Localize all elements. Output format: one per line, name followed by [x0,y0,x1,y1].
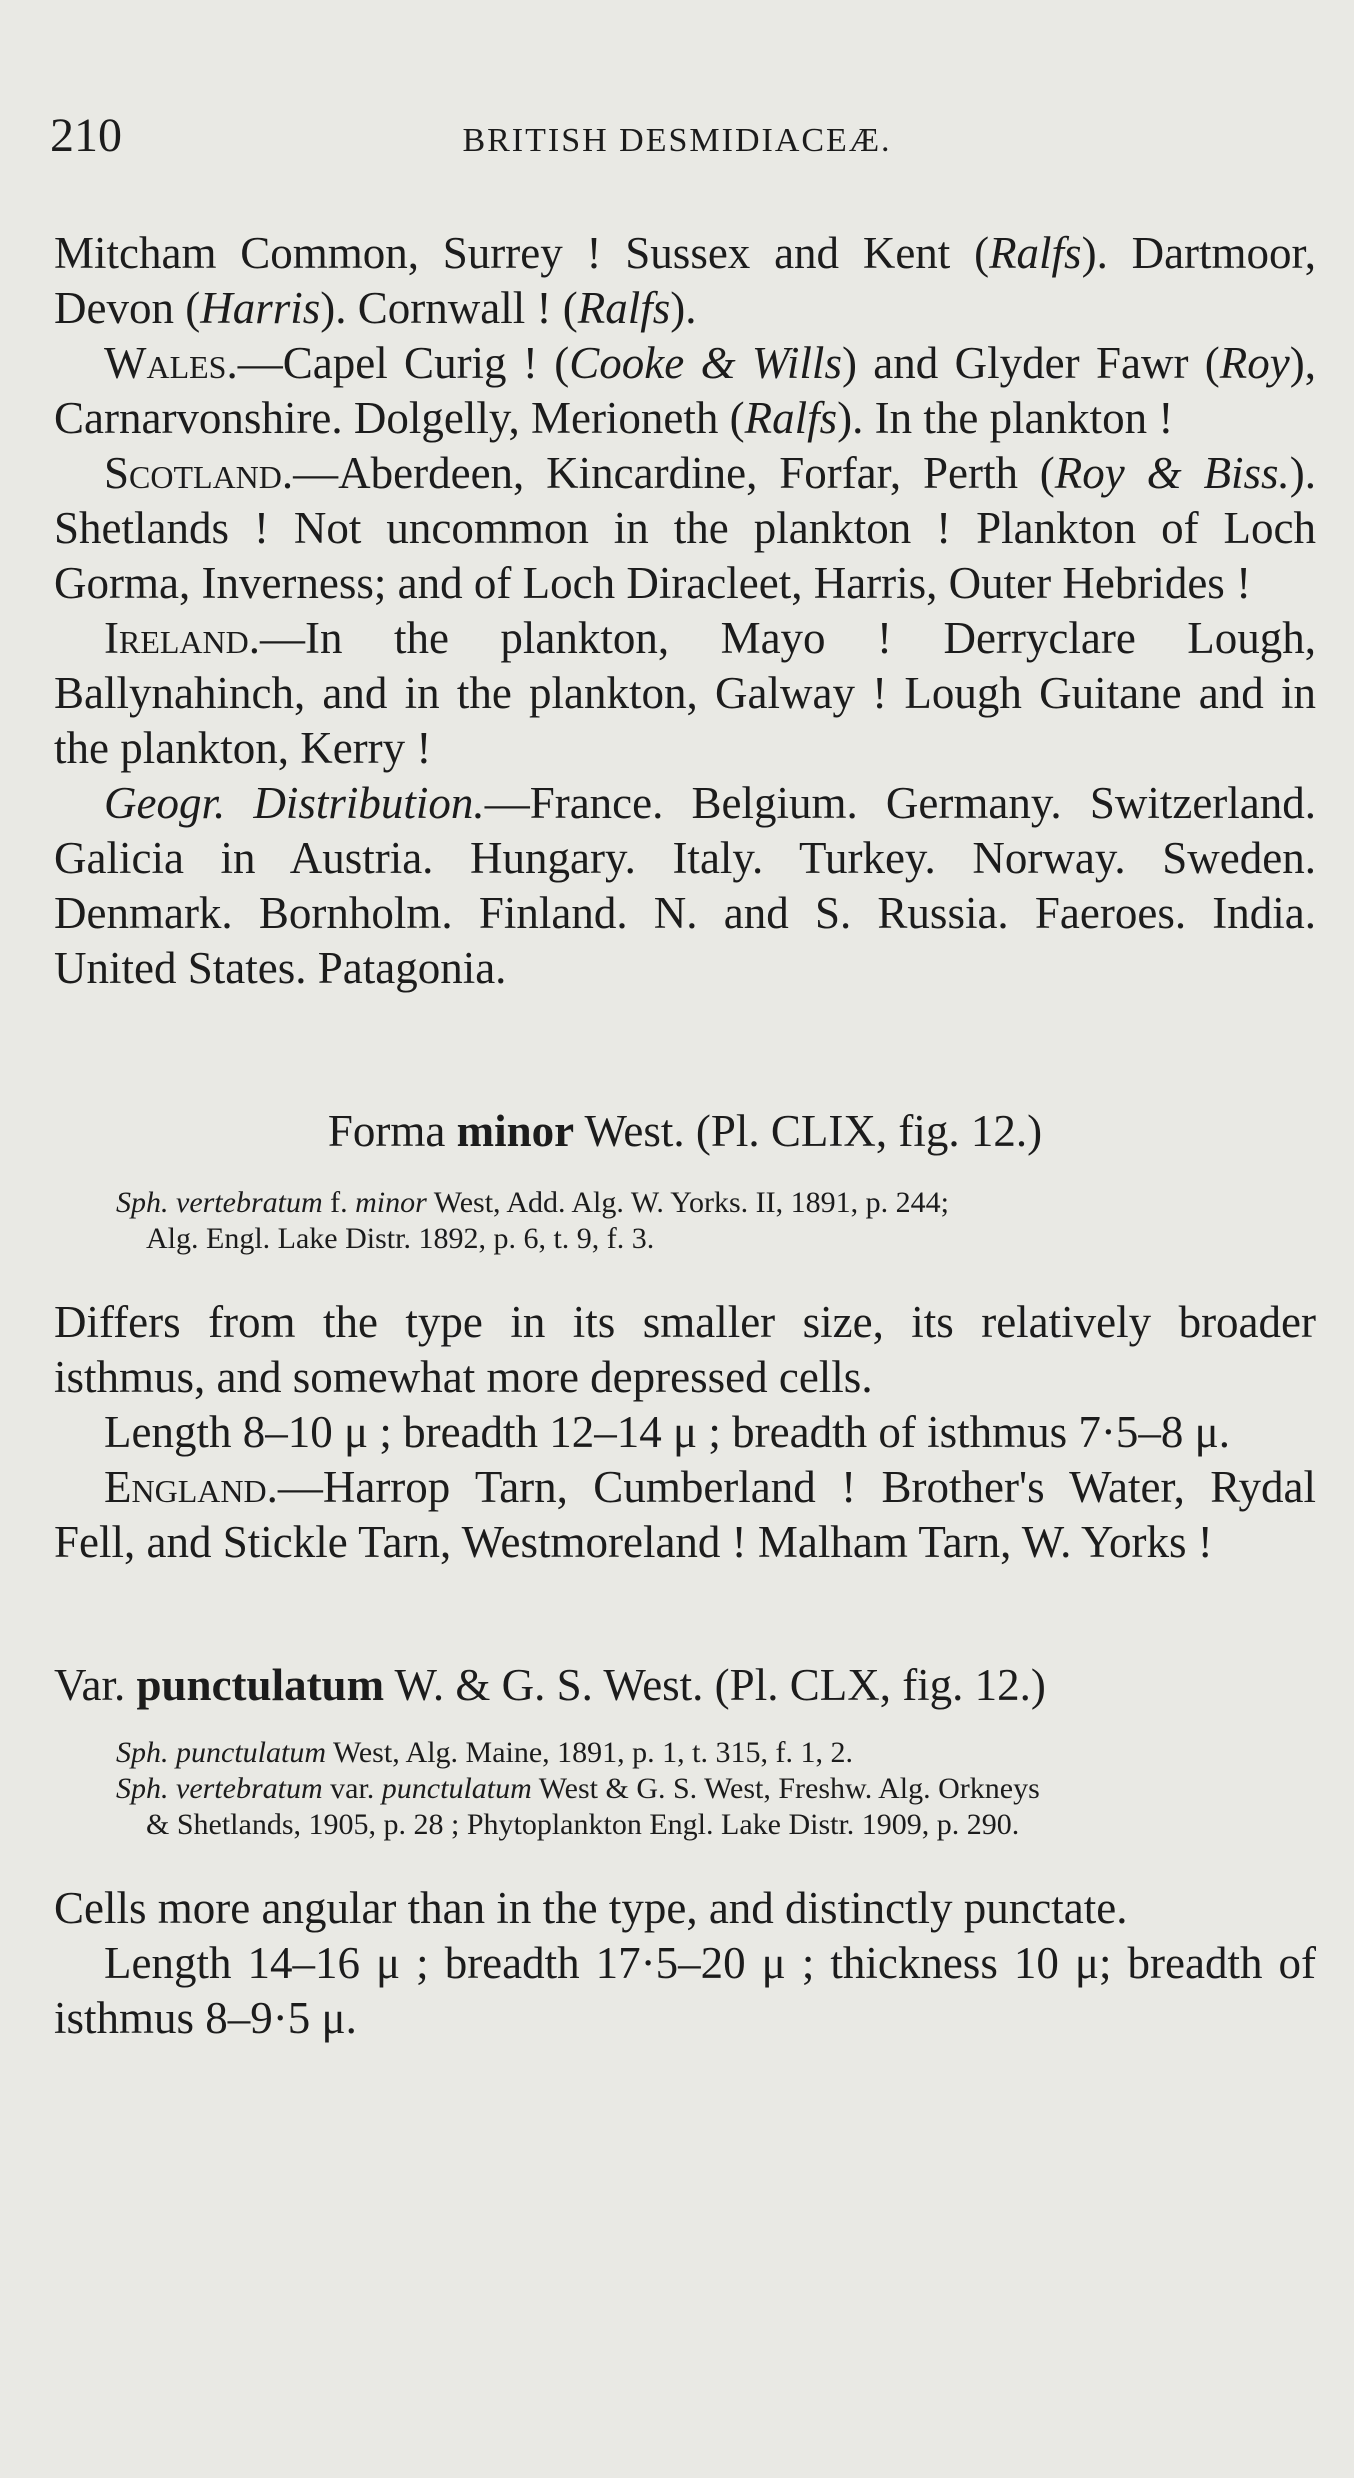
page-header [50,108,1304,178]
page-number: 210 [50,109,122,162]
forma-minor-england: England.—Harrop Tarn, Cumberland ! Brother's Water, Rydal Fell, and Stickle Tarn, Westmoreland ! Malham Tarn, W. Yorks ! [54,1462,1316,1567]
var-punctulatum-citations: Sph. punctulatum West, Alg. Maine, 1891, p. 1, t. 315, f. 1, 2. Sph. vertebratum var. punctulatum West & G. S. West, Freshw. Alg. Orkneys & Shetlands, 1905, p. 28 ; Phytoplankton Engl. Lake Distr. 1909, p. 290. [116,1736,1040,1841]
paragraph-england-localities: Mitcham Common, Surrey ! Sussex and Kent (Ralfs). Dartmoor, Devon (Harris). Cornwall ! (Ralfs). [54,228,1316,333]
running-title: BRITISH DESMIDIACEÆ. [462,122,892,159]
var-punctulatum-measurements: Length 14–16 μ ; breadth 17·5–20 μ ; thickness 10 μ; breadth of isthmus 8–9·5 μ. [54,1938,1316,2043]
forma-minor-citation: Sph. vertebratum f. minor West, Add. Alg. W. Yorks. II, 1891, p. 244; Alg. Engl. Lake Distr. 1892, p. 6, t. 9, f. 3. [116,1186,949,1255]
forma-minor-description: Differs from the type in its smaller size, its relatively broader isthmus, and somewhat more depressed cells. [54,1297,1316,1402]
paragraph-wales: Wales.—Capel Curig ! (Cooke & Wills) and Glyder Fawr (Roy), Carnarvonshire. Dolgelly, Merioneth (Ralfs). In the plankton ! [54,338,1316,443]
var-punctulatum-heading: Var. punctulatum W. & G. S. West. (Pl. CLX, fig. 12.) [54,1660,1046,1710]
var-punctulatum-description: Cells more angular than in the type, and distinctly punctate. [54,1883,1128,1933]
forma-minor-measurements: Length 8–10 μ ; breadth 12–14 μ ; breadth of isthmus 7·5–8 μ. [104,1407,1230,1457]
paragraph-scotland: Scotland.—Aberdeen, Kincardine, Forfar, Perth (Roy & Biss.). Shetlands ! Not uncommon in the plankton ! Plankton of Loch Gorma, Inverness; and of Loch Diracleet, Harris, Outer Hebrides ! [54,448,1316,608]
paragraph-ireland: Ireland.—In the plankton, Mayo ! Derryclare Lough, Ballynahinch, and in the plankton, Galway ! Lough Guitane and in the plankton, Kerry ! [54,613,1316,773]
paragraph-geographic-distribution: Geogr. Distribution.—France. Belgium. Germany. Switzerland. Galicia in Austria. Hungary. Italy. Turkey. Norway. Sweden. Denmark. Bornholm. Finland. N. and S. Russia. Faeroes. India. United States. Patagonia. [54,778,1317,993]
page-body [54,226,1316,2046]
forma-minor-heading: Forma minor West. (Pl. CLIX, fig. 12.) [327,1106,1043,1156]
